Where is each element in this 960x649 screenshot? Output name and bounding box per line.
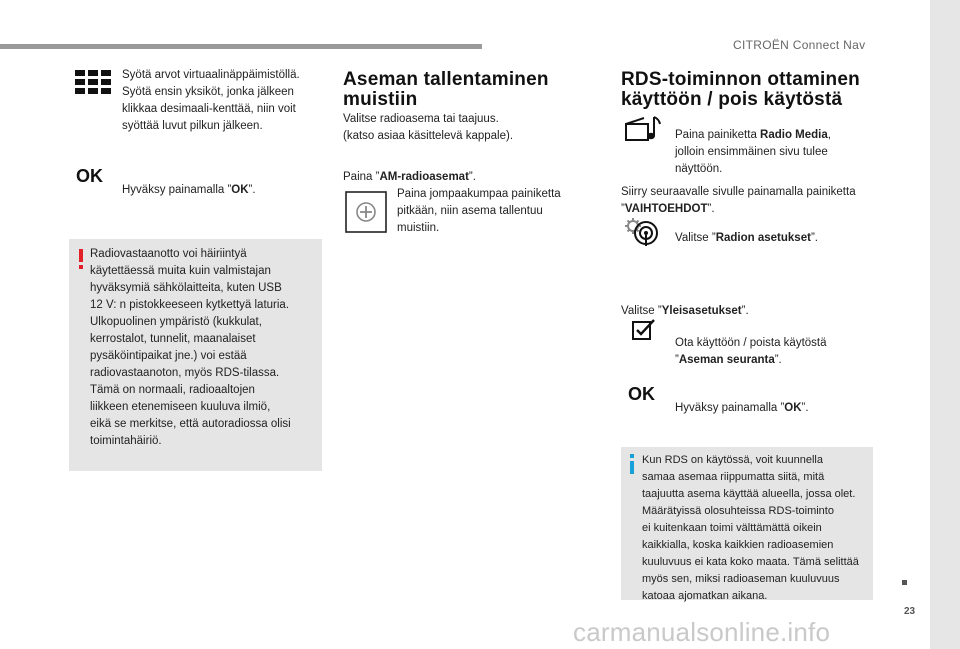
- header-bar: [0, 44, 482, 49]
- info-text: Kun RDS on käytössä, voit kuunnella samaa asemaa riippumatta siitä, mitä taajuutta asema käyttää alueella, jossa olet. Määrätyissä olosuhteissa RDS-toiminto ei kuitenkaan toimi välttämättä oikein kaikkialla, koska kaikkien radioasemien kuuluvuus ei kata koko maata. Tämä selittää myös sen, miksi radioaseman kuuluvuus katoaa ajomatkan aikana.: [642, 454, 859, 602]
- info-icon: [629, 454, 635, 479]
- station-follow-instruction: Ota käyttöön / poista käytöstä ”Aseman seuranta”.: [675, 337, 827, 366]
- page-marker: [902, 580, 907, 585]
- page-number: 23: [904, 606, 916, 617]
- store-intro: Valitse radioasema tai taajuus. (katso asiaa käsittelevä kappale).: [343, 113, 514, 142]
- header-title: CITROËN Connect Nav: [733, 38, 866, 52]
- radio-media-icon: [624, 114, 662, 147]
- add-station-icon: [345, 191, 387, 238]
- page-edge-strip: [930, 0, 960, 649]
- press-am-instruction: Paina ”AM-radioasemat”.: [343, 171, 476, 183]
- warning-icon: [78, 249, 84, 274]
- watermark: carmanualsonline.info: [573, 617, 831, 647]
- keypad-instructions: Syötä arvot virtuaalinäppäimistöllä. Syötä ensin yksiköt, jonka jälkeen klikkaa desimaali-kenttää, niin voit syöttää luvut pilkun jälkeen.: [122, 69, 300, 132]
- radio-media-instruction: Paina painiketta Radio Media, jolloin ensimmäinen sivu tulee näyttöön.: [675, 129, 831, 175]
- radio-settings-icon: [624, 217, 660, 252]
- ok-icon: OK: [76, 166, 103, 186]
- accept-instruction-rds: Hyväksy painamalla ”OK”.: [675, 402, 809, 414]
- ok-icon-rds: OK: [628, 384, 655, 404]
- warning-text: Radiovastaanotto voi häiriintyä käytettäessä muita kuin valmistajan hyväksymiä sähkölaitteita, kuten USB 12 V: n pistokkeeseen kytkettyä laturia. Ulkopuolinen ympäristö (kukkulat, kerrostalot, tunnelit, maanalaiset pysäköintipaikat jne.) voi estää radiovastaanoton, myös RDS-tilassa. Tämä on normaali, radioaaltojen liikkeen etenemiseen kuuluva ilmiö, eikä se merkitse, että autoradiossa olisi toimintahäiriö.: [90, 248, 291, 447]
- checkbox-icon: [632, 318, 658, 345]
- store-station-heading: Aseman tallentaminen muistiin: [343, 69, 549, 110]
- rds-heading: RDS-toiminnon ottaminen käyttöön / pois käytöstä: [621, 69, 860, 110]
- general-settings-instruction: Valitse ”Yleisasetukset”.: [621, 305, 749, 317]
- radio-settings-instruction: Valitse ”Radion asetukset”.: [675, 232, 818, 244]
- options-instruction: Siirry seuraavalle sivulle painamalla painiketta ”VAIHTOEHDOT”.: [621, 186, 856, 215]
- keypad-icon: [75, 70, 111, 94]
- store-instruction: Paina jompaakumpaa painiketta pitkään, niin asema tallentuu muistiin.: [397, 188, 561, 234]
- accept-instruction: Hyväksy painamalla ”OK”.: [122, 184, 256, 196]
